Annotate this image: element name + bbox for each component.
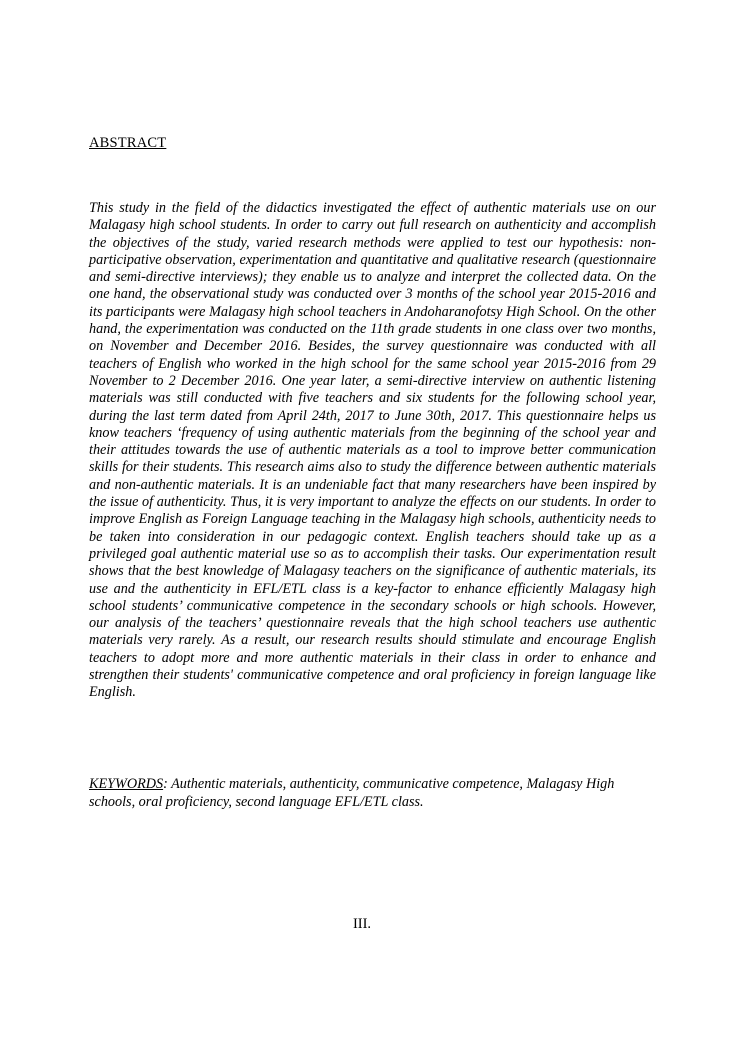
keywords-label: KEYWORDS — [89, 776, 164, 792]
abstract-heading: ABSTRACT — [89, 135, 167, 151]
page-number: III. — [352, 916, 372, 932]
keywords-paragraph — [89, 776, 656, 811]
keywords-text: : Authentic materials, authenticity, communicative competence, Malagasy High schools, oral proficiency, second language EFL/ETL class. — [89, 776, 615, 810]
abstract-paragraph: This study in the field of the didactics investigated the effect of authentic materials use on our Malagasy high school students. In order to carry out full research on authenticity and accomplish the objectives of the study, varied research methods were applied to test our hypothesis: non-participative observation, experimentation and quantitative and qualitative research (questionnaire and semi-directive interviews); they enable us to analyze and interpret the collected data. On the one hand, the observational study was conducted over 3 months of the school year 2015-2016 and its participants were Malagasy high school teachers in Andoharanofotsy High School. On the other hand, the experimentation was conducted on the 11th grade students in one class over two months, on November and December 2016. Besides, the survey questionnaire was conducted with all teachers of English who worked in the high school for the same school year 2015-2016 from 29 November to 2 December 2016. One year later, a semi-directive interview on authentic listening materials was still conducted with five teachers and six students for the following school year, during the last term dated from April 24th, 2017 to June 30th, 2017. This questionnaire helps us know teachers ‘frequency of using authentic materials from the beginning of the school year and their attitudes towards the use of authentic materials as a tool to improve better communication skills for their students. This research aims also to study the difference between authentic materials and non-authentic materials. It is an undeniable fact that many researchers have been inspired by the issue of authenticity. Thus, it is very important to analyze the effects on our students. In order to improve English as Foreign Language teaching in the Malagasy high schools, authenticity needs to be taken into consideration in our pedagogic context. English teachers should take up as a privileged goal authentic material use so as to accomplish their tasks. Our experimentation result shows that the best knowledge of Malagasy teachers on the significance of authentic materials, its use and the authenticity in EFL/ETL class is a key-factor to enhance efficiently Malagasy high school students’ communicative competence in the secondary schools or high schools. However, our analysis of the teachers’ questionnaire reveals that the high school teachers use authentic materials very rarely. As a result, our research results should stimulate and encourage English teachers to adopt more and more authentic materials in their class in order to enhance and strengthen their students' communicative competence and oral proficiency in foreign language like English. — [89, 200, 656, 701]
